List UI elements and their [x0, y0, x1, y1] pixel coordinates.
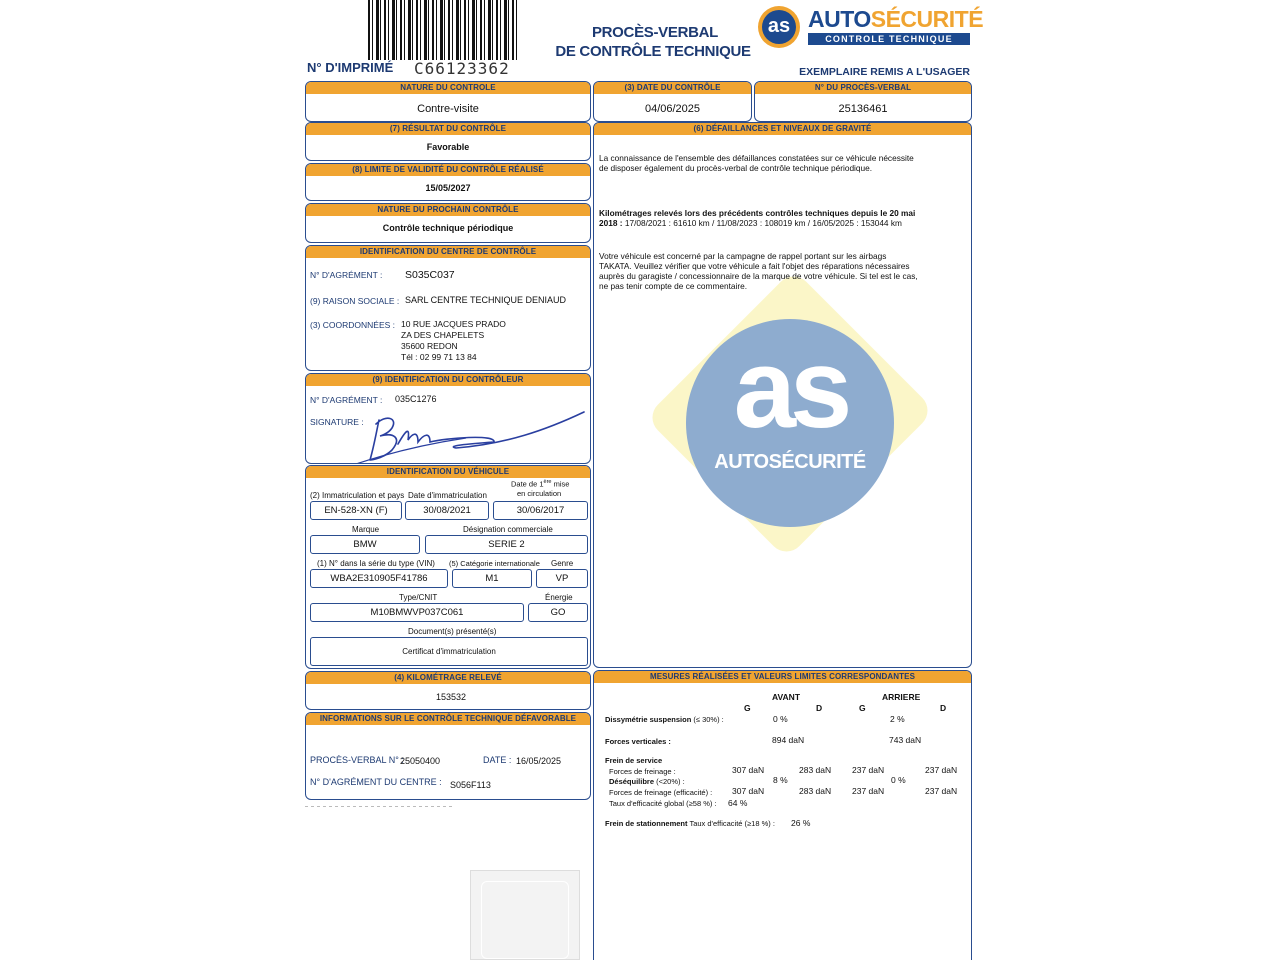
limite-box	[305, 163, 591, 201]
premiere-circulation-label-2: en circulation	[517, 489, 562, 498]
marque-field: BMW	[310, 535, 420, 554]
defaillances-para1-l1: La connaissance de l'ensemble des défaillances constatées sur ce véhicule nécessite	[599, 153, 914, 163]
genre-field: VP	[536, 569, 588, 588]
centre-coord-line-4: Tél : 02 99 71 13 84	[401, 352, 477, 362]
forces-verticales-avant: 894 daN	[772, 735, 805, 745]
desequilibre-avant: 8 %	[773, 775, 788, 785]
nature-controle-box	[305, 81, 591, 122]
vehicule-title: IDENTIFICATION DU VÉHICULE	[306, 466, 590, 478]
brand-auto: AUTO	[808, 6, 871, 32]
desequilibre-label: Déséquilibre (<20%) :	[609, 777, 685, 786]
limite-value: 15/05/2027	[425, 183, 471, 193]
designation-field: SERIE 2	[425, 535, 588, 554]
brand-subtitle: CONTROLE TECHNIQUE	[808, 33, 970, 45]
ffe-arriere-g: 237 daN	[852, 786, 885, 796]
vehicule-box	[305, 465, 591, 669]
immat-label: (2) Immatriculation et pays	[310, 491, 405, 500]
defavorable-title: INFORMATIONS SUR LE CONTRÔLE TECHNIQUE DÉFAVORABLE	[306, 713, 590, 725]
defavorable-agrement-value: S056F113	[450, 780, 491, 790]
prochain-box	[305, 203, 591, 243]
defaillances-box	[593, 122, 972, 668]
ff-avant-d: 283 daN	[799, 765, 832, 775]
dissymetrie-arriere: 2 %	[890, 714, 905, 724]
watermark	[680, 299, 900, 531]
type-cnit-label: Type/CNIT	[399, 593, 438, 602]
nature-controle-title: NATURE DU CONTROLE	[306, 82, 590, 94]
avant-g-header: G	[744, 703, 751, 713]
forces-freinage-label: Forces de freinage :	[609, 767, 676, 776]
centre-box	[305, 245, 591, 371]
kilometrage-value: 153532	[436, 692, 467, 702]
kilometrage-title: (4) KILOMÉTRAGE RELEVÉ	[306, 672, 590, 684]
dissymetrie-avant: 0 %	[773, 714, 788, 724]
defavorable-pv-label: PROCÈS-VERBAL N° :	[310, 755, 404, 765]
controleur-title: (9) IDENTIFICATION DU CONTRÔLEUR	[306, 374, 590, 386]
vin-label: (1) N° dans la série du type (VIN)	[317, 559, 435, 568]
defavorable-date-label: DATE :	[483, 755, 512, 765]
genre-label: Genre	[551, 559, 574, 568]
dissymetrie-label: Dissymétrie suspension (≤ 30%) :	[605, 715, 724, 724]
logo-as-text: as	[762, 10, 796, 44]
ffe-avant-d: 283 daN	[799, 786, 832, 796]
date-controle-value: 04/06/2025	[644, 103, 701, 115]
date-controle-box	[593, 81, 752, 122]
date-immat-field: 30/08/2021	[405, 501, 489, 520]
perforation-line	[305, 806, 455, 807]
controleur-agrement-label: N° D'AGRÉMENT :	[310, 395, 383, 405]
categorie-field: M1	[452, 569, 532, 588]
energie-label: Énergie	[545, 593, 573, 602]
date-controle-title: (3) DATE DU CONTRÔLE	[594, 82, 751, 94]
pv-number-box	[754, 81, 972, 122]
immat-field: EN-528-XN (F)	[310, 501, 402, 520]
defavorable-box	[305, 712, 591, 800]
avant-d-header: D	[816, 703, 823, 713]
printed-number: C66123362	[414, 59, 510, 78]
designation-label: Désignation commerciale	[463, 525, 553, 534]
centre-title: IDENTIFICATION DU CENTRE DE CONTRÔLE	[306, 246, 590, 258]
centre-agrement-value: S035C037	[405, 269, 455, 281]
signature-image	[346, 404, 586, 464]
taux-global-label: Taux d'efficacité global (≥58 %) :	[609, 799, 717, 808]
copy-note: EXEMPLAIRE REMIS A L'USAGER	[799, 66, 970, 78]
rappel-l1: Votre véhicule est concerné par la campagne de rappel portant sur les airbags	[599, 251, 887, 261]
avant-header: AVANT	[772, 692, 801, 702]
resultat-value: Favorable	[426, 142, 470, 152]
limite-title: (8) LIMITE DE VALIDITÉ DU CONTRÔLE RÉALISÉ	[306, 164, 590, 176]
pv-number-title: N° DU PROCÈS-VERBAL	[755, 82, 971, 94]
controleur-box	[305, 373, 591, 464]
kilometrage-box	[305, 671, 591, 710]
stationnement-value: 26 %	[791, 818, 811, 828]
stationnement-label: Frein de stationnement Taux d'efficacité (≥18 %) :	[605, 819, 775, 828]
blank-frame	[470, 870, 580, 960]
forces-verticales-arriere: 743 daN	[889, 735, 922, 745]
documents-label: Document(s) présenté(s)	[408, 627, 497, 636]
forces-verticales-label: Forces verticales :	[605, 737, 671, 746]
mesures-box	[593, 670, 972, 960]
document-title-line2: DE CONTRÔLE TECHNIQUE	[555, 43, 751, 60]
desequilibre-arriere: 0 %	[891, 775, 906, 785]
ff-arriere-g: 237 daN	[852, 765, 885, 775]
ff-efficacite-label: Forces de freinage (efficacité) :	[609, 788, 713, 797]
arriere-g-header: G	[859, 703, 866, 713]
defavorable-date-value: 16/05/2025	[516, 756, 562, 766]
rappel-l2: TAKATA. Veuillez vérifier que votre véhicule a fait l'objet des réparations nécessaires	[599, 261, 910, 271]
centre-coord-label: (3) COORDONNÉES :	[310, 320, 396, 330]
centre-raison-label: (9) RAISON SOCIALE :	[310, 296, 400, 306]
watermark-brand: AUTOSÉCURITÉ	[714, 451, 866, 473]
centre-coord-line-2: ZA DES CHAPELETS	[401, 330, 485, 340]
rappel-l4: ne pas tenir compte de ce commentaire.	[599, 281, 748, 291]
nature-controle-value: Contre-visite	[417, 103, 479, 115]
arriere-header: ARRIERE	[882, 692, 921, 702]
premiere-circulation-label: Date de 1ère mise	[511, 479, 570, 489]
autosecurite-logo	[758, 6, 984, 52]
document-title-line1: PROCÈS-VERBAL	[591, 24, 719, 41]
rappel-l3: auprès du garagiste / concessionnaire de la marque de votre véhicule. Si tel est le cas,	[599, 271, 918, 281]
defavorable-agrement-label: N° D'AGRÉMENT DU CENTRE :	[310, 777, 442, 787]
pv-number-value: 25136461	[838, 103, 888, 115]
documents-field: Certificat d'immatriculation	[310, 637, 588, 666]
categorie-label: (5) Catégorie internationale	[449, 559, 540, 568]
energie-field: GO	[528, 603, 588, 622]
premiere-circulation-field: 30/06/2017	[493, 501, 588, 520]
ffe-arriere-d: 237 daN	[925, 786, 958, 796]
prochain-title: NATURE DU PROCHAIN CONTRÔLE	[306, 204, 590, 216]
date-immat-label: Date d'immatriculation	[408, 491, 487, 500]
type-cnit-field: M10BMWVP037C061	[310, 603, 524, 622]
brand-securite: SÉCURITÉ	[870, 6, 984, 32]
watermark-as: as	[733, 326, 847, 451]
ff-avant-g: 307 daN	[732, 765, 765, 775]
barcode	[368, 0, 518, 60]
controleur-agrement-value: 035C1276	[395, 394, 437, 404]
frein-service-label: Frein de service	[605, 756, 663, 765]
resultat-title: (7) RÉSULTAT DU CONTRÔLE	[306, 123, 590, 135]
defavorable-pv-value: 25050400	[400, 756, 441, 766]
ffe-avant-g: 307 daN	[732, 786, 765, 796]
prochain-value: Contrôle technique périodique	[382, 223, 514, 233]
km-history-l2: 2018 : 17/08/2021 : 61610 km / 11/08/2023 : 108019 km / 16/05/2025 : 153044 km	[599, 218, 902, 228]
arriere-d-header: D	[940, 703, 947, 713]
controleur-signature-label: SIGNATURE :	[310, 417, 364, 427]
defaillances-title: (6) DÉFAILLANCES ET NIVEAUX DE GRAVITÉ	[594, 123, 971, 135]
centre-raison-value: SARL CENTRE TECHNIQUE DENIAUD	[405, 295, 567, 305]
centre-coord-line-1: 10 RUE JACQUES PRADO	[401, 319, 506, 329]
centre-coord-line-3: 35600 REDON	[401, 341, 458, 351]
taux-global-value: 64 %	[728, 798, 748, 808]
centre-agrement-label: N° D'AGRÉMENT :	[310, 270, 383, 280]
resultat-box	[305, 122, 591, 161]
defaillances-para1-l2: de disposer également du procès-verbal de contrôle technique périodique.	[599, 163, 873, 173]
ff-arriere-d: 237 daN	[925, 765, 958, 775]
marque-label: Marque	[352, 525, 380, 534]
vin-field: WBA2E310905F41786	[310, 569, 448, 588]
km-history-title-l1: Kilométrages relevés lors des précédents contrôles techniques depuis le 20 mai	[599, 208, 916, 218]
logo-badge	[758, 6, 800, 48]
printed-label: N° D'IMPRIMÉ	[307, 60, 394, 75]
mesures-title: MESURES RÉALISÉES ET VALEURS LIMITES CORRESPONDANTES	[594, 671, 971, 683]
